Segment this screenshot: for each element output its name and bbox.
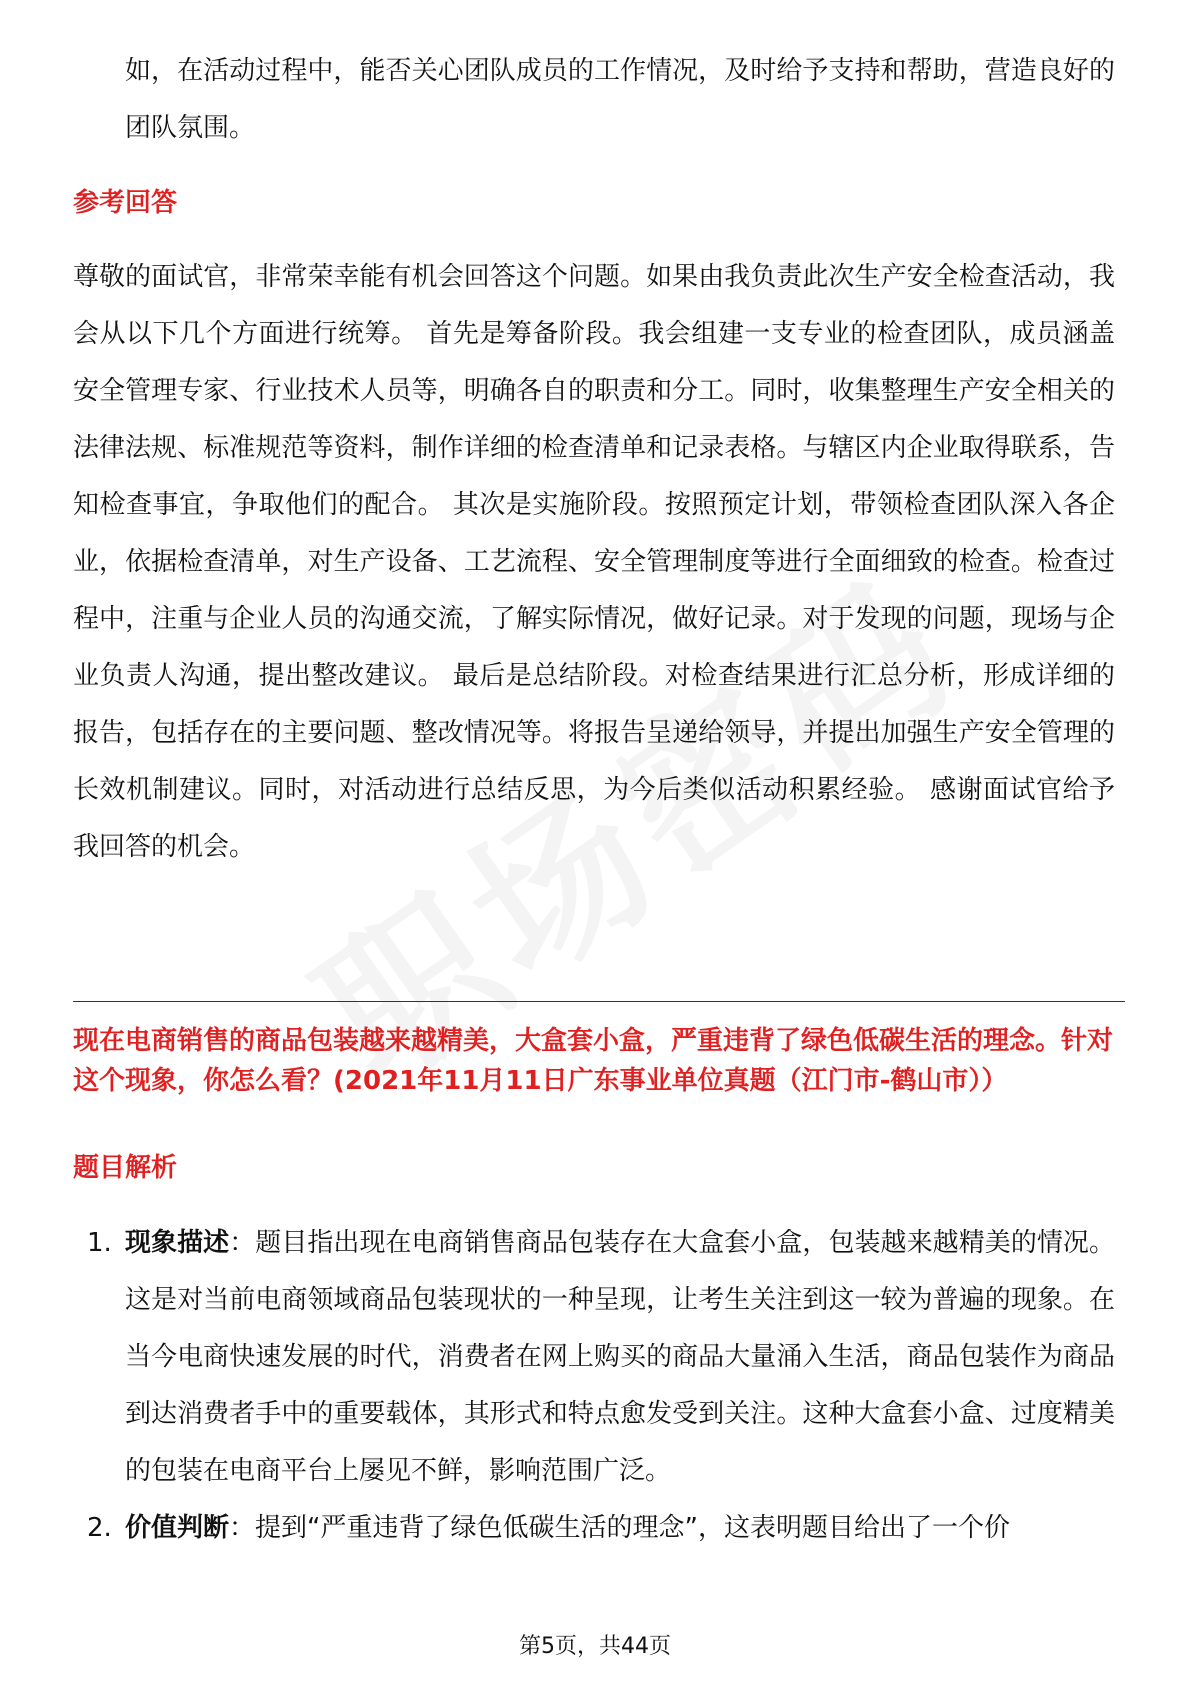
list-item	[87, 1500, 1115, 1557]
page-footer	[0, 1632, 1190, 1662]
list-item-text: ：提到“严重违背了绿色低碳生活的理念”，这表明题目给出了一个价	[229, 1513, 1010, 1543]
question-title: 现在电商销售的商品包装越来越精美，大盒套小盒，严重违背了绿色低碳生活的理念。针对这个现象，你怎么看？(2021年11月11日广东事业单位真题（江门市-鹤山市））	[73, 1026, 1114, 1096]
intro-text: 如，在活动过程中，能否关心团队成员的工作情况，及时给予支持和帮助，营造良好的团队氛围。	[125, 56, 1115, 143]
list-item-body	[125, 1500, 1115, 1557]
reference-answer-section	[0, 186, 1190, 220]
list-item-number: 1.	[87, 1228, 112, 1258]
list-item-text: ：题目指出现在电商销售商品包装存在大盒套小盒，包装越来越精美的情况。这是对当前电商领域商品包装现状的一种呈现，让考生关注到这一较为普遍的现象。在当今电商快速发展的时代，消费者在网上购买的商品大量涌入生活，商品包装作为商品到达消费者手中的重要载体，其形式和特点愈发受到关注。这种大盒套小盒、过度精美的包装在电商平台上屡见不鲜，影响范围广泛。	[125, 1228, 1115, 1486]
analysis-heading: 题目解析	[73, 1153, 178, 1183]
question-block	[0, 1021, 1190, 1101]
list-item-term: 现象描述	[125, 1228, 230, 1258]
analysis-section	[0, 1151, 1190, 1185]
intro-paragraph	[0, 43, 1190, 157]
reference-answer-text: 尊敬的面试官，非常荣幸能有机会回答这个问题。如果由我负责此次生产安全检查活动，我会从以下几个方面进行统筹。 首先是筹备阶段。我会组建一支专业的检查团队，成员涵盖安全管理专家、行业技术人员等，明确各自的职责和分工。同时，收集整理生产安全相关的法律法规、标准规范等资料，制作详细的检查清单和记录表格。与辖区内企业取得联系，告知检查事宜，争取他们的配合。 其次是实施阶段。按照预定计划，带领检查团队深入各企业，依据检查清单，对生产设备、工艺流程、安全管理制度等进行全面细致的检查。检查过程中，注重与企业人员的沟通交流，了解实际情况，做好记录。对于发现的问题，现场与企业负责人沟通，提出整改建议。 最后是总结阶段。对检查结果进行汇总分析，形成详细的报告，包括存在的主要问题、整改情况等。将报告呈递给领导，并提出加强生产安全管理的长效机制建议。同时，对活动进行总结反思，为今后类似活动积累经验。 感谢面试官给予我回答的机会。	[73, 262, 1115, 862]
list-item-term: 价值判断	[125, 1513, 230, 1543]
list-item-body	[125, 1215, 1115, 1500]
list-item	[87, 1215, 1115, 1500]
reference-answer	[0, 249, 1190, 876]
page-number: 第5页，共44页	[519, 1634, 671, 1659]
list-item-number: 2.	[87, 1513, 112, 1543]
section-divider	[73, 1001, 1125, 1002]
reference-heading: 参考回答	[73, 188, 178, 218]
analysis-list	[0, 1215, 1190, 1557]
